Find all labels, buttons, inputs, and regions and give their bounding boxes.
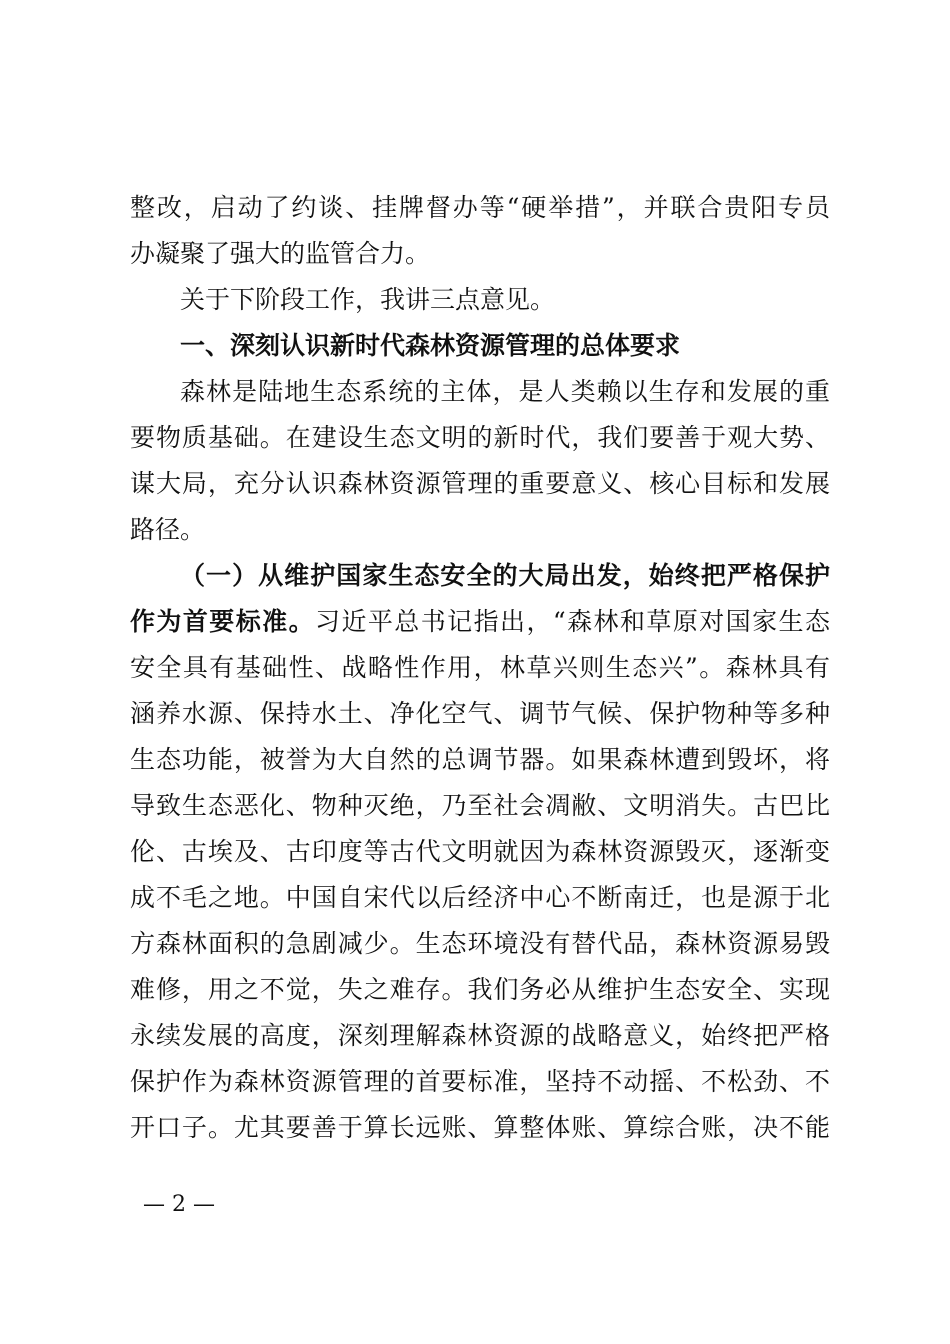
section-paragraph-line-3: 谋大局，充分认识森林资源管理的重要意义、核心目标和发展 <box>130 469 830 498</box>
body-line-6: 成不毛之地。中国自宋代以后经济中心不断南迁，也是源于北 <box>130 883 830 912</box>
transition-text: 关于下阶段工作，我讲三点意见。 <box>180 285 556 314</box>
section-paragraph-line-2: 要物质基础。在建设生态文明的新时代，我们要善于观大势、 <box>130 423 830 452</box>
body-line-2: 涵养水源、保持水土、净化空气、调节气候、保护物种等多种 <box>130 699 830 728</box>
subsection-title-end: 作为首要标准。 <box>130 607 316 636</box>
body-line-4: 导致生态恶化、物种灭绝，乃至社会凋敝、文明消失。古巴比 <box>130 791 830 820</box>
body-line-3: 生态功能，被誉为大自然的总调节器。如果森林遭到毁坏，将 <box>130 745 830 774</box>
body-line-10: 保护作为森林资源管理的首要标准，坚持不动摇、不松劲、不 <box>130 1067 830 1096</box>
body-line-7: 方森林面积的急剧减少。生态环境没有替代品，森林资源易毁 <box>130 929 830 958</box>
body-line-11: 开口子。尤其要善于算长远账、算整体账、算综合账，决不能 <box>130 1113 830 1142</box>
subsection-title-line-2 <box>130 599 830 645</box>
section-paragraph-line-1: 森林是陆地生态系统的主体，是人类赖以生存和发展的重 <box>180 377 830 406</box>
section-paragraph-line-4: 路径。 <box>130 515 206 544</box>
page-number: — 2 — <box>143 1192 215 1217</box>
subsection-quote-intro: 习近平总书记指出，“森林和草原对国家生态 <box>315 607 830 636</box>
body-line-8: 难修，用之不觉，失之难存。我们务必从维护生态安全、实现 <box>130 975 830 1004</box>
section-heading: 一、深刻认识新时代森林资源管理的总体要求 <box>180 331 681 360</box>
intro-line-2: 办凝聚了强大的监管合力。 <box>130 239 431 268</box>
intro-line-1: 整改，启动了约谈、挂牌督办等“硬举措”，并联合贵阳专员 <box>130 193 830 222</box>
subsection-title-line-1: （一）从维护国家生态安全的大局出发，始终把严格保护 <box>180 561 830 590</box>
body-line-9: 永续发展的高度，深刻理解森林资源的战略意义，始终把严格 <box>130 1021 830 1050</box>
body-line-1: 安全具有基础性、战略性作用，林草兴则生态兴”。森林具有 <box>130 653 830 682</box>
body-line-5: 伦、古埃及、古印度等古代文明就因为森林资源毁灭，逐渐变 <box>130 837 830 866</box>
